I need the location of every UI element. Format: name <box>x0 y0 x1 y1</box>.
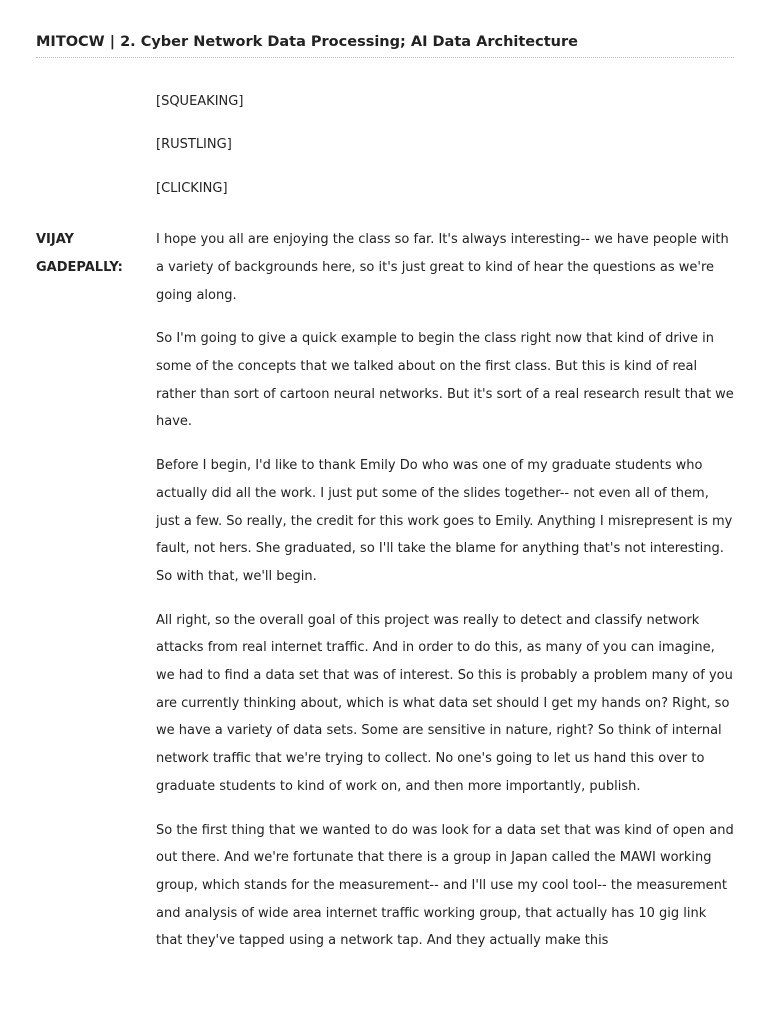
transcript-paragraph: I hope you all are enjoying the class so far. It's always interesting-- we have people with a variety of backgrounds here, so it's just great to kind of hear the questions as we're going along. <box>156 232 729 303</box>
document-title: MITOCW | 2. Cyber Network Data Processing; AI Data Architecture <box>36 34 578 50</box>
speaker-empty <box>36 88 156 218</box>
sound-effect-squeaking: [SQUEAKING] <box>156 94 244 109</box>
transcript-paragraph: All right, so the overall goal of this project was really to detect and classify network attacks from real internet traffic. And in order to do this, as many of you can imagine, we had to find a data set that was of interest. So this is probably a problem many of you are currently thinking about, which is what data set should I get my hands on? Right, so we have a variety of data sets. Some are sensitive in nature, right? So think of internal network traffic that we're trying to collect. No one's going to let us hand this over to graduate students to kind of work on, and then more importantly, publish. <box>156 612 733 794</box>
transcript-paragraph: So the first thing that we wanted to do was look for a data set that was kind of open and out there. And we're fortunate that there is a group in Japan called the MAWI working group, which stands for the measurement-- and I'll use my cool tool-- the measurement and analysis of wide area internet traffic working group, that actually has 10 gig link that they've tapped using a network tap. And they actually make this <box>156 822 734 949</box>
speaker-paragraphs <box>156 226 734 971</box>
transcript <box>36 88 734 971</box>
sound-effects-list <box>156 88 734 218</box>
speaker-block <box>36 226 734 971</box>
transcript-paragraph: Before I begin, I'd like to thank Emily Do who was one of my graduate students who actually did all the work. I just put some of the slides together-- not even all of them, just a few. So really, the credit for this work goes to Emily. Anything I misrepresent is my fault, not hers. She graduated, so I'll take the blame for anything that's not interesting. So with that, we'll begin. <box>156 458 733 584</box>
sound-effect-clicking: [CLICKING] <box>156 180 228 196</box>
header-divider <box>36 57 734 58</box>
speaker-name <box>36 226 156 971</box>
transcript-paragraph: So I'm going to give a quick example to begin the class right now that kind of drive in some of the concepts that we talked about on the first class. But this is kind of real rather than sort of cartoon neural networks. But it's sort of a real research result that we have. <box>156 331 734 430</box>
speaker-name-line2: GADEPALLY: <box>36 259 123 275</box>
speaker-name-line1: VIJAY <box>36 232 74 248</box>
sound-effect-rustling: [RUSTLING] <box>156 137 232 153</box>
sound-effects-block <box>36 88 734 218</box>
